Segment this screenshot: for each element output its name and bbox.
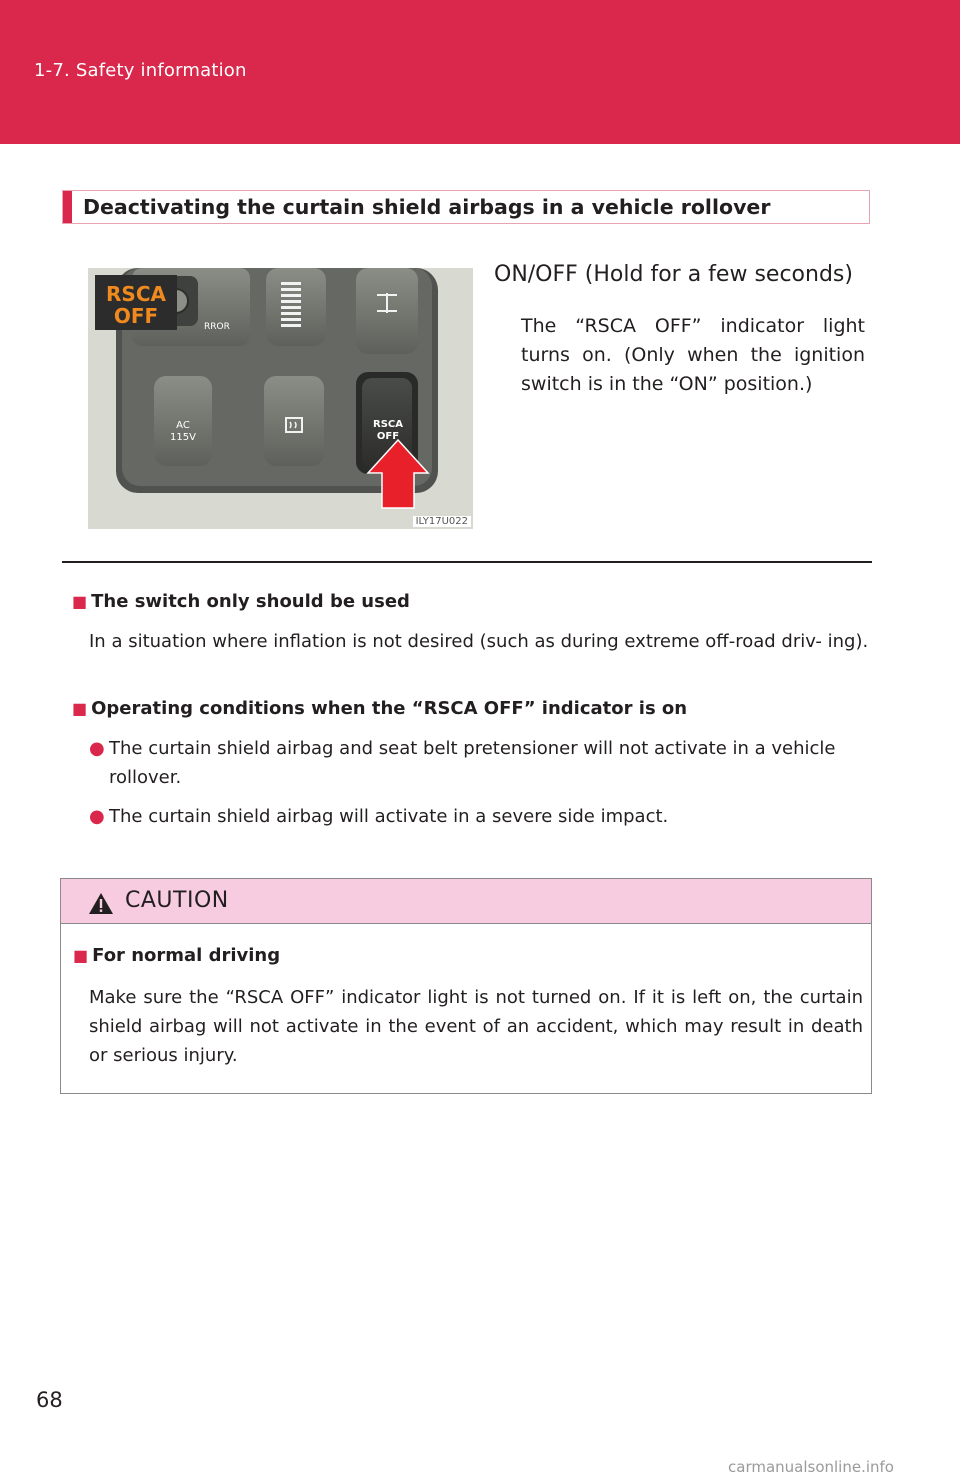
square-bullet-icon: ■ xyxy=(73,946,89,965)
note-heading-2 xyxy=(72,698,872,719)
note-heading-1 xyxy=(72,591,872,612)
section-title: Deactivating the curtain shield airbags in a vehicle rollover xyxy=(83,195,771,219)
instruction-description: The “RSCA OFF” indicator light turns on. (Only when the ignition switch is in the “ON” position.) xyxy=(521,315,865,395)
ac-label: AC xyxy=(176,420,190,431)
section-accent-bar xyxy=(63,191,72,223)
section-heading xyxy=(62,190,870,224)
round-bullet-icon: ● xyxy=(89,806,105,827)
chapter-header-band xyxy=(0,0,960,144)
rsca-switch-label-line2: OFF xyxy=(376,431,400,442)
page-number: 68 xyxy=(36,1388,63,1412)
bullet-text: The curtain shield airbag will activate in a severe side impact. xyxy=(109,806,669,827)
bullet-text: The curtain shield airbag and seat belt pretensioner will not activate in a vehicle rollover. xyxy=(109,738,836,788)
square-bullet-icon: ■ xyxy=(72,699,88,718)
caution-box xyxy=(60,878,872,1094)
mirror-label: RROR xyxy=(204,322,230,332)
rsca-indicator-line1: RSCA xyxy=(106,282,166,306)
square-bullet-icon: ■ xyxy=(72,592,88,611)
defroster-switch xyxy=(264,376,324,466)
list-item xyxy=(89,734,869,792)
caution-body: Make sure the “RSCA OFF” indicator light is not turned on. If it is left on, the curtain shield airbag will not activate in the event of an accident, which may result in death or serious injury. xyxy=(89,987,863,1066)
rsca-indicator-line2: OFF xyxy=(113,304,159,328)
caution-title: CAUTION xyxy=(125,888,229,913)
caution-header xyxy=(61,879,871,924)
note-body-1: In a situation where inflation is not desired (such as during extreme off-road driv- ing). xyxy=(89,631,869,652)
chapter-title: 1-7. Safety information xyxy=(34,60,247,81)
switch-panel-illustration xyxy=(88,268,473,529)
watermark: carmanualsonline.info xyxy=(728,1458,894,1476)
caution-subheading-text: For normal driving xyxy=(92,945,281,966)
figure-code: ILY17U022 xyxy=(413,516,471,527)
rsca-switch-label-line1: RSCA xyxy=(373,419,403,430)
note-heading-text: The switch only should be used xyxy=(91,591,410,612)
note-heading-text: Operating conditions when the “RSCA OFF” indicator is on xyxy=(91,698,688,719)
ac-voltage-label: 115V xyxy=(170,432,196,443)
round-bullet-icon: ● xyxy=(89,738,105,759)
warning-triangle-icon xyxy=(88,892,114,915)
list-item xyxy=(89,802,869,831)
caution-subheading xyxy=(73,945,280,966)
instruction-title: ON/OFF (Hold for a few seconds) xyxy=(494,262,853,287)
section-divider xyxy=(62,561,872,563)
